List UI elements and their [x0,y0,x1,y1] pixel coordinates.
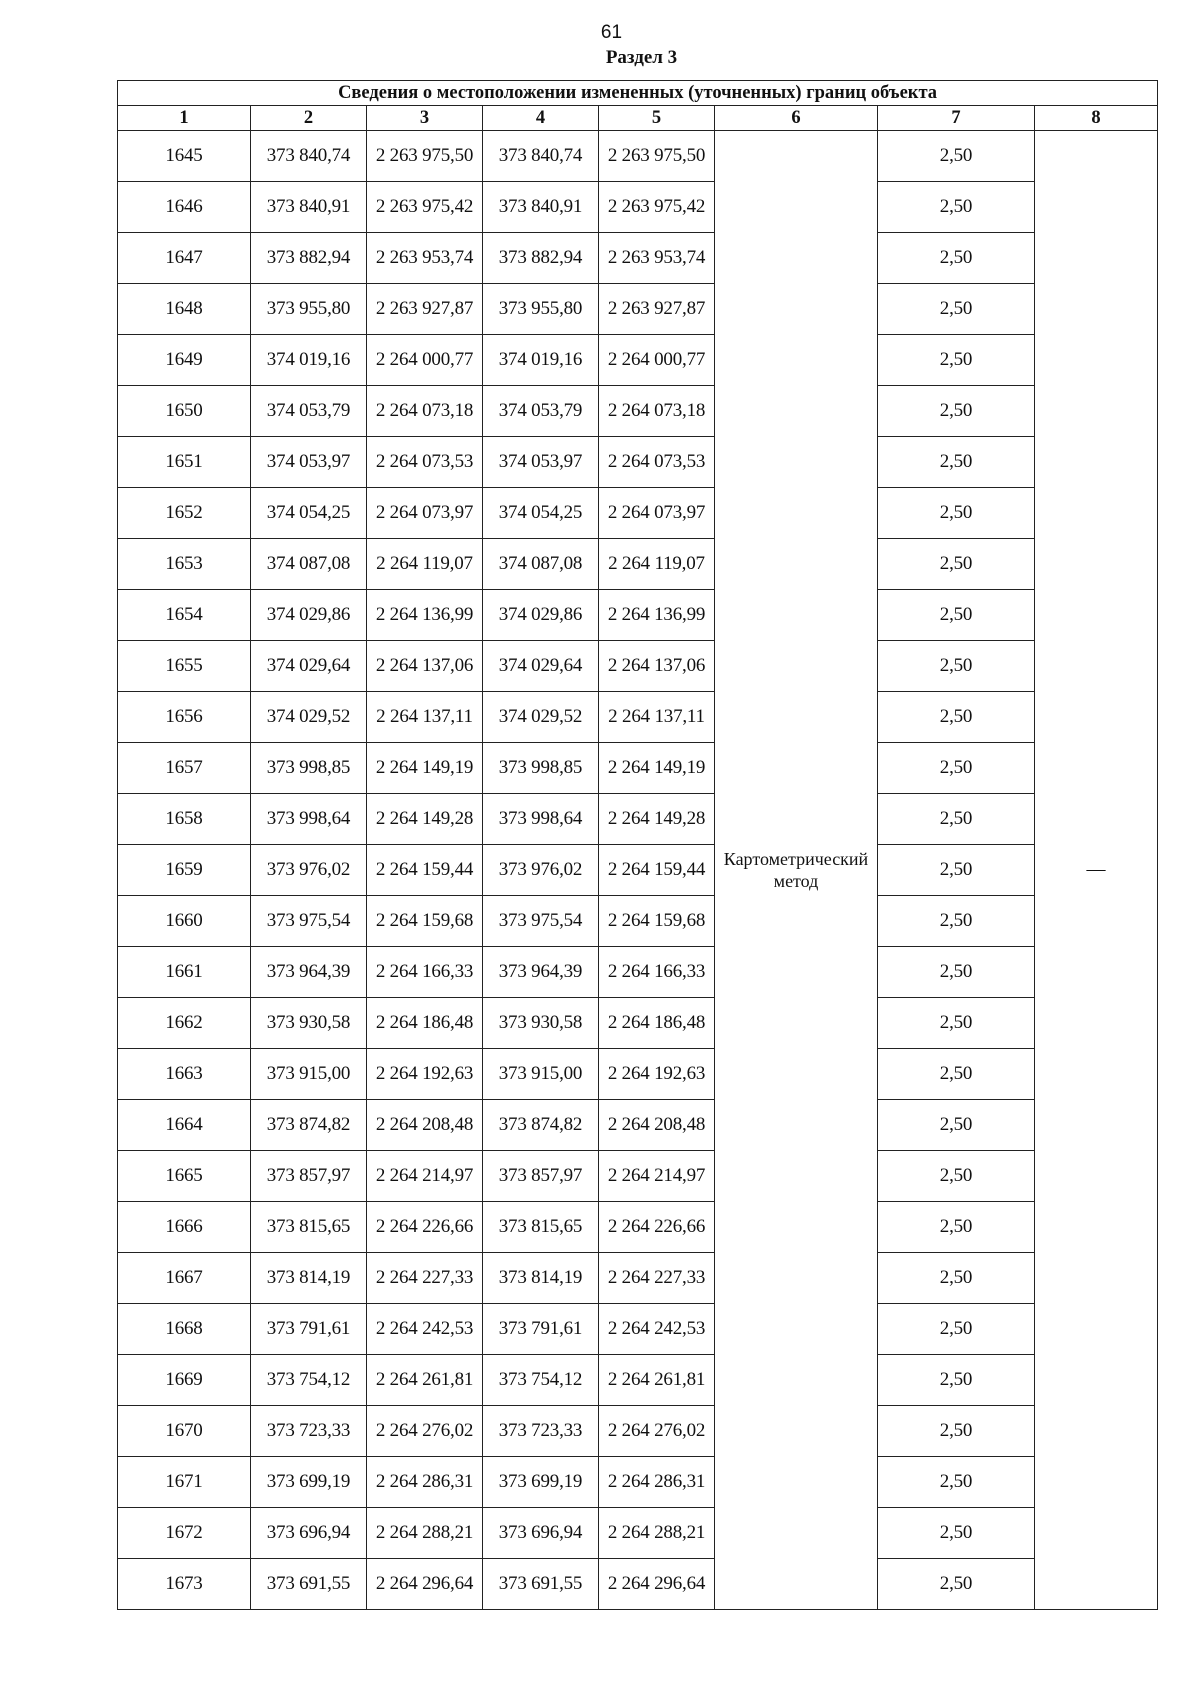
point-number-cell: 1655 [118,641,251,692]
existing-x-cell: 373 857,97 [251,1151,367,1202]
accuracy-cell: 2,50 [878,743,1035,794]
refined-y-cell: 2 264 073,97 [599,488,715,539]
point-number-cell: 1661 [118,947,251,998]
table-row [118,1559,1158,1610]
existing-y-cell: 2 264 286,31 [367,1457,483,1508]
existing-y-cell: 2 264 227,33 [367,1253,483,1304]
accuracy-cell: 2,50 [878,1100,1035,1151]
point-number-cell: 1649 [118,335,251,386]
accuracy-cell: 2,50 [878,182,1035,233]
refined-x-cell: 374 053,79 [483,386,599,437]
existing-y-cell: 2 264 166,33 [367,947,483,998]
existing-y-cell: 2 264 276,02 [367,1406,483,1457]
existing-y-cell: 2 264 073,53 [367,437,483,488]
accuracy-cell: 2,50 [878,1151,1035,1202]
point-number-cell: 1673 [118,1559,251,1610]
table-row [118,233,1158,284]
table-row [118,335,1158,386]
refined-y-cell: 2 264 166,33 [599,947,715,998]
existing-y-cell: 2 264 208,48 [367,1100,483,1151]
point-number-cell: 1665 [118,1151,251,1202]
existing-x-cell: 373 955,80 [251,284,367,335]
point-number-cell: 1658 [118,794,251,845]
existing-x-cell: 374 054,25 [251,488,367,539]
column-number-header: 3 [367,106,483,131]
refined-y-cell: 2 264 137,06 [599,641,715,692]
refined-y-cell: 2 264 286,31 [599,1457,715,1508]
accuracy-cell: 2,50 [878,1559,1035,1610]
point-number-cell: 1666 [118,1202,251,1253]
refined-x-cell: 374 053,97 [483,437,599,488]
refined-x-cell: 373 754,12 [483,1355,599,1406]
accuracy-cell: 2,50 [878,284,1035,335]
refined-x-cell: 373 840,91 [483,182,599,233]
point-number-cell: 1648 [118,284,251,335]
table-row [118,1100,1158,1151]
existing-y-cell: 2 263 927,87 [367,284,483,335]
accuracy-cell: 2,50 [878,488,1035,539]
point-number-cell: 1656 [118,692,251,743]
existing-x-cell: 373 874,82 [251,1100,367,1151]
table-row [118,590,1158,641]
existing-y-cell: 2 264 226,66 [367,1202,483,1253]
existing-y-cell: 2 264 159,44 [367,845,483,896]
existing-x-cell: 373 723,33 [251,1406,367,1457]
table-row [118,947,1158,998]
accuracy-cell: 2,50 [878,998,1035,1049]
refined-x-cell: 373 998,64 [483,794,599,845]
column-number-header: 5 [599,106,715,131]
accuracy-cell: 2,50 [878,794,1035,845]
existing-x-cell: 374 029,64 [251,641,367,692]
table-row [118,896,1158,947]
refined-y-cell: 2 264 288,21 [599,1508,715,1559]
point-number-cell: 1659 [118,845,251,896]
existing-y-cell: 2 264 242,53 [367,1304,483,1355]
existing-x-cell: 373 791,61 [251,1304,367,1355]
point-number-cell: 1662 [118,998,251,1049]
refined-x-cell: 373 857,97 [483,1151,599,1202]
table-row [118,1202,1158,1253]
accuracy-cell: 2,50 [878,335,1035,386]
table-row [118,692,1158,743]
refined-y-cell: 2 264 296,64 [599,1559,715,1610]
existing-x-cell: 373 691,55 [251,1559,367,1610]
accuracy-cell: 2,50 [878,131,1035,182]
existing-x-cell: 373 754,12 [251,1355,367,1406]
refined-y-cell: 2 263 975,42 [599,182,715,233]
refined-x-cell: 373 882,94 [483,233,599,284]
point-number-cell: 1654 [118,590,251,641]
existing-y-cell: 2 264 186,48 [367,998,483,1049]
refined-x-cell: 373 696,94 [483,1508,599,1559]
point-number-cell: 1663 [118,1049,251,1100]
refined-x-cell: 374 019,16 [483,335,599,386]
refined-y-cell: 2 264 149,28 [599,794,715,845]
refined-x-cell: 374 087,08 [483,539,599,590]
point-number-cell: 1669 [118,1355,251,1406]
refined-x-cell: 373 975,54 [483,896,599,947]
existing-x-cell: 373 998,64 [251,794,367,845]
existing-x-cell: 373 975,54 [251,896,367,947]
existing-x-cell: 373 930,58 [251,998,367,1049]
refined-y-cell: 2 264 119,07 [599,539,715,590]
existing-x-cell: 373 964,39 [251,947,367,998]
page-number: 61 [600,22,623,43]
column-number-header: 2 [251,106,367,131]
existing-x-cell: 373 882,94 [251,233,367,284]
accuracy-cell: 2,50 [878,1304,1035,1355]
table-body [118,131,1158,1610]
accuracy-cell: 2,50 [878,1457,1035,1508]
point-number-cell: 1668 [118,1304,251,1355]
refined-y-cell: 2 263 927,87 [599,284,715,335]
refined-y-cell: 2 264 261,81 [599,1355,715,1406]
table-row [118,182,1158,233]
existing-x-cell: 373 699,19 [251,1457,367,1508]
table-row [118,1508,1158,1559]
existing-y-cell: 2 264 192,63 [367,1049,483,1100]
table-row [118,1151,1158,1202]
existing-y-cell: 2 263 953,74 [367,233,483,284]
accuracy-cell: 2,50 [878,692,1035,743]
table-row [118,386,1158,437]
accuracy-cell: 2,50 [878,437,1035,488]
existing-x-cell: 374 053,79 [251,386,367,437]
refined-y-cell: 2 264 208,48 [599,1100,715,1151]
existing-x-cell: 374 029,52 [251,692,367,743]
refined-x-cell: 373 814,19 [483,1253,599,1304]
point-number-cell: 1650 [118,386,251,437]
refined-y-cell: 2 264 214,97 [599,1151,715,1202]
existing-y-cell: 2 264 000,77 [367,335,483,386]
column-number-header: 6 [715,106,878,131]
existing-y-cell: 2 264 136,99 [367,590,483,641]
boundary-coordinates-table [117,80,1158,1610]
existing-y-cell: 2 264 119,07 [367,539,483,590]
existing-y-cell: 2 264 149,19 [367,743,483,794]
existing-y-cell: 2 264 073,18 [367,386,483,437]
point-number-cell: 1664 [118,1100,251,1151]
table-caption: Сведения о местоположении измененных (уточненных) границ объекта [118,81,1158,106]
column-number-header: 4 [483,106,599,131]
refined-y-cell: 2 264 242,53 [599,1304,715,1355]
point-number-cell: 1672 [118,1508,251,1559]
existing-y-cell: 2 264 137,11 [367,692,483,743]
refined-y-cell: 2 263 975,50 [599,131,715,182]
point-number-cell: 1645 [118,131,251,182]
refined-x-cell: 373 840,74 [483,131,599,182]
point-number-cell: 1646 [118,182,251,233]
refined-y-cell: 2 264 226,66 [599,1202,715,1253]
table-row [118,998,1158,1049]
existing-y-cell: 2 264 149,28 [367,794,483,845]
refined-y-cell: 2 264 227,33 [599,1253,715,1304]
refined-y-cell: 2 264 137,11 [599,692,715,743]
column-number-row [118,106,1158,131]
refined-x-cell: 373 815,65 [483,1202,599,1253]
table-row [118,131,1158,182]
refined-x-cell: 373 976,02 [483,845,599,896]
refined-y-cell: 2 263 953,74 [599,233,715,284]
refined-y-cell: 2 264 276,02 [599,1406,715,1457]
point-number-cell: 1652 [118,488,251,539]
refined-y-cell: 2 264 073,53 [599,437,715,488]
refined-y-cell: 2 264 136,99 [599,590,715,641]
accuracy-cell: 2,50 [878,845,1035,896]
column-number-header: 8 [1035,106,1158,131]
refined-x-cell: 373 691,55 [483,1559,599,1610]
refined-x-cell: 373 915,00 [483,1049,599,1100]
existing-x-cell: 374 053,97 [251,437,367,488]
table-row [118,1049,1158,1100]
refined-y-cell: 2 264 192,63 [599,1049,715,1100]
refined-y-cell: 2 264 073,18 [599,386,715,437]
refined-x-cell: 373 998,85 [483,743,599,794]
existing-y-cell: 2 264 137,06 [367,641,483,692]
determination-method-cell: Картометрический метод [715,131,878,1610]
point-number-cell: 1647 [118,233,251,284]
table-row [118,1304,1158,1355]
existing-y-cell: 2 264 159,68 [367,896,483,947]
accuracy-cell: 2,50 [878,1253,1035,1304]
refined-y-cell: 2 264 159,44 [599,845,715,896]
accuracy-cell: 2,50 [878,539,1035,590]
refined-x-cell: 374 029,86 [483,590,599,641]
refined-x-cell: 374 054,25 [483,488,599,539]
table-row [118,1253,1158,1304]
refined-x-cell: 373 964,39 [483,947,599,998]
table-row [118,437,1158,488]
table-row [118,1406,1158,1457]
existing-y-cell: 2 263 975,50 [367,131,483,182]
column-number-header: 1 [118,106,251,131]
existing-x-cell: 373 976,02 [251,845,367,896]
table-row [118,743,1158,794]
existing-y-cell: 2 263 975,42 [367,182,483,233]
point-number-cell: 1660 [118,896,251,947]
point-number-cell: 1667 [118,1253,251,1304]
existing-y-cell: 2 264 261,81 [367,1355,483,1406]
existing-x-cell: 374 029,86 [251,590,367,641]
table-row [118,488,1158,539]
accuracy-cell: 2,50 [878,1049,1035,1100]
existing-x-cell: 374 019,16 [251,335,367,386]
accuracy-cell: 2,50 [878,896,1035,947]
refined-x-cell: 373 723,33 [483,1406,599,1457]
refined-x-cell: 373 955,80 [483,284,599,335]
table-row [118,794,1158,845]
refined-y-cell: 2 264 149,19 [599,743,715,794]
column8-cell: — [1035,131,1158,1610]
point-number-cell: 1670 [118,1406,251,1457]
column-number-header: 7 [878,106,1035,131]
existing-x-cell: 373 696,94 [251,1508,367,1559]
accuracy-cell: 2,50 [878,386,1035,437]
accuracy-cell: 2,50 [878,590,1035,641]
table-row [118,1355,1158,1406]
refined-x-cell: 373 699,19 [483,1457,599,1508]
refined-x-cell: 373 791,61 [483,1304,599,1355]
refined-x-cell: 374 029,52 [483,692,599,743]
existing-y-cell: 2 264 214,97 [367,1151,483,1202]
accuracy-cell: 2,50 [878,641,1035,692]
existing-x-cell: 374 087,08 [251,539,367,590]
table-row [118,1457,1158,1508]
table-row [118,284,1158,335]
existing-y-cell: 2 264 288,21 [367,1508,483,1559]
accuracy-cell: 2,50 [878,947,1035,998]
point-number-cell: 1657 [118,743,251,794]
existing-x-cell: 373 915,00 [251,1049,367,1100]
table-row [118,641,1158,692]
refined-x-cell: 373 930,58 [483,998,599,1049]
point-number-cell: 1671 [118,1457,251,1508]
accuracy-cell: 2,50 [878,233,1035,284]
existing-y-cell: 2 264 073,97 [367,488,483,539]
refined-y-cell: 2 264 186,48 [599,998,715,1049]
refined-x-cell: 373 874,82 [483,1100,599,1151]
section-title: Раздел 3 [605,47,678,68]
accuracy-cell: 2,50 [878,1406,1035,1457]
existing-x-cell: 373 840,74 [251,131,367,182]
existing-x-cell: 373 815,65 [251,1202,367,1253]
existing-x-cell: 373 998,85 [251,743,367,794]
refined-y-cell: 2 264 159,68 [599,896,715,947]
refined-y-cell: 2 264 000,77 [599,335,715,386]
table-row [118,539,1158,590]
accuracy-cell: 2,50 [878,1508,1035,1559]
accuracy-cell: 2,50 [878,1355,1035,1406]
refined-x-cell: 374 029,64 [483,641,599,692]
existing-x-cell: 373 814,19 [251,1253,367,1304]
table-row [118,845,1158,896]
existing-x-cell: 373 840,91 [251,182,367,233]
point-number-cell: 1653 [118,539,251,590]
existing-y-cell: 2 264 296,64 [367,1559,483,1610]
point-number-cell: 1651 [118,437,251,488]
accuracy-cell: 2,50 [878,1202,1035,1253]
